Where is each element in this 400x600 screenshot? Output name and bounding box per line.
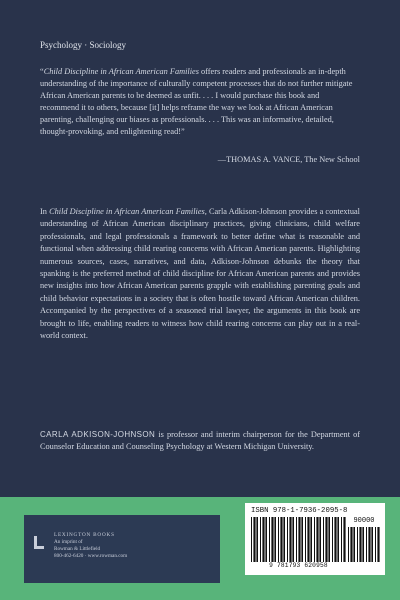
barcode-bar xyxy=(371,527,373,562)
quote-body: offers readers and professionals an in-depth understanding of the importance of culturally competent processes that do not further mitigate African American parents to be deemed as unfit. . . . I would purchase this book and recommend it to others, because [it] helps reframe the way we look at African American parenting, challenging our biases as professionals. . . . This was an informative, detailed, thought-provoking, and enlightening read!” xyxy=(40,67,353,136)
barcode-bar xyxy=(298,517,300,562)
barcode-bar xyxy=(262,517,264,562)
barcode-bar xyxy=(283,517,285,562)
barcode-bar xyxy=(316,517,318,562)
description-body: Carla Adkison-Johnson provides a contextual understanding of African American disciplinary practices, giving clinicians, child welfare professionals, and legal professionals a framework to better define what is reasonable and functional when addressing child rearing concerns with African American parents. Highlighting numerous sources, cases, narratives, and data, Adkison-Johnson debunks the theory that spanking is the preferred method of child discipline for African American parents and provides new insights into how African American parents grapple with establishing parenting goals and child behavior expectations in a society that is often hostile toward African American children. Accompanied by the perspectives of a seasoned trial lawyer, the arguments in this book are brought to life, enabling readers to witness how child rearing concerns can play out in a real-world context. xyxy=(40,207,360,341)
barcode-bar xyxy=(325,517,327,562)
category-label: Psychology · Sociology xyxy=(40,40,127,50)
barcode-bar xyxy=(287,517,288,562)
barcode-bar xyxy=(253,517,255,562)
publisher-block xyxy=(24,515,220,583)
barcode-bar xyxy=(359,527,361,562)
barcode-bar xyxy=(301,517,303,562)
barcode-bar xyxy=(366,527,367,562)
description-lead: In xyxy=(40,207,50,216)
barcode-bar xyxy=(357,527,358,562)
barcode-bar xyxy=(260,517,261,562)
publisher-contact: 800-462-6420 · www.rowman.com xyxy=(54,553,128,559)
barcode-bar xyxy=(362,527,364,562)
barcode-bar xyxy=(289,517,291,562)
review-attribution: —THOMAS A. VANCE, The New School xyxy=(217,155,360,164)
price-addon-code: 90000 xyxy=(353,517,375,525)
quote-open: “ xyxy=(40,67,44,76)
barcode-bar xyxy=(271,517,273,562)
barcode-bar xyxy=(353,527,355,562)
barcode-bar xyxy=(334,517,336,562)
ean-barcode-bars xyxy=(251,517,346,562)
barcode-bar xyxy=(332,517,333,562)
barcode-bar xyxy=(341,517,342,562)
barcode-bar xyxy=(328,517,330,562)
review-quote xyxy=(40,66,360,138)
addon-barcode-bars xyxy=(348,527,380,562)
barcode-block xyxy=(245,503,385,575)
barcode-bar xyxy=(375,527,376,562)
barcode-bar xyxy=(348,527,349,562)
isbn-text: ISBN 978-1-7936-2095-8 xyxy=(251,507,348,515)
barcode-bar xyxy=(269,517,270,562)
barcode-bar xyxy=(296,517,297,562)
barcode-bar xyxy=(323,517,324,562)
barcode-bar xyxy=(310,517,312,562)
publisher-text xyxy=(54,532,127,560)
barcode-bar xyxy=(305,517,306,562)
publisher-logo-icon xyxy=(34,536,44,549)
ean-number: 9 781793 620958 xyxy=(269,562,328,569)
barcode-bar xyxy=(350,527,352,562)
barcode-bar xyxy=(343,517,345,562)
barcode-bar xyxy=(377,527,379,562)
author-name: CARLA ADKISON-JOHNSON xyxy=(40,430,156,439)
barcode-bar xyxy=(337,517,339,562)
barcode-bar xyxy=(274,517,276,562)
barcode-bar xyxy=(307,517,309,562)
barcode-bar xyxy=(368,527,370,562)
barcode-bar xyxy=(256,517,258,562)
book-description xyxy=(40,206,360,342)
quote-book-title: Child Discipline in African American Families xyxy=(43,67,199,76)
author-bio xyxy=(40,429,360,454)
barcode-bar xyxy=(280,517,282,562)
publisher-imprint-line: An imprint of xyxy=(54,539,83,545)
publisher-name: LEXINGTON BOOKS xyxy=(54,532,115,538)
description-book-title: Child Discipline in African American Families, xyxy=(49,207,207,216)
barcode-bar xyxy=(314,517,315,562)
barcode-bar xyxy=(251,517,252,562)
author-bio-text: is professor and interim chairperson for the Department of Counselor Education and Counseling Psychology at Western Michigan University. xyxy=(40,430,361,452)
publisher-parent: Rowman & Littlefield xyxy=(54,546,101,552)
barcode-bar xyxy=(265,517,267,562)
barcode-bar xyxy=(319,517,321,562)
barcode-bar xyxy=(292,517,294,562)
barcode-bar xyxy=(278,517,279,562)
